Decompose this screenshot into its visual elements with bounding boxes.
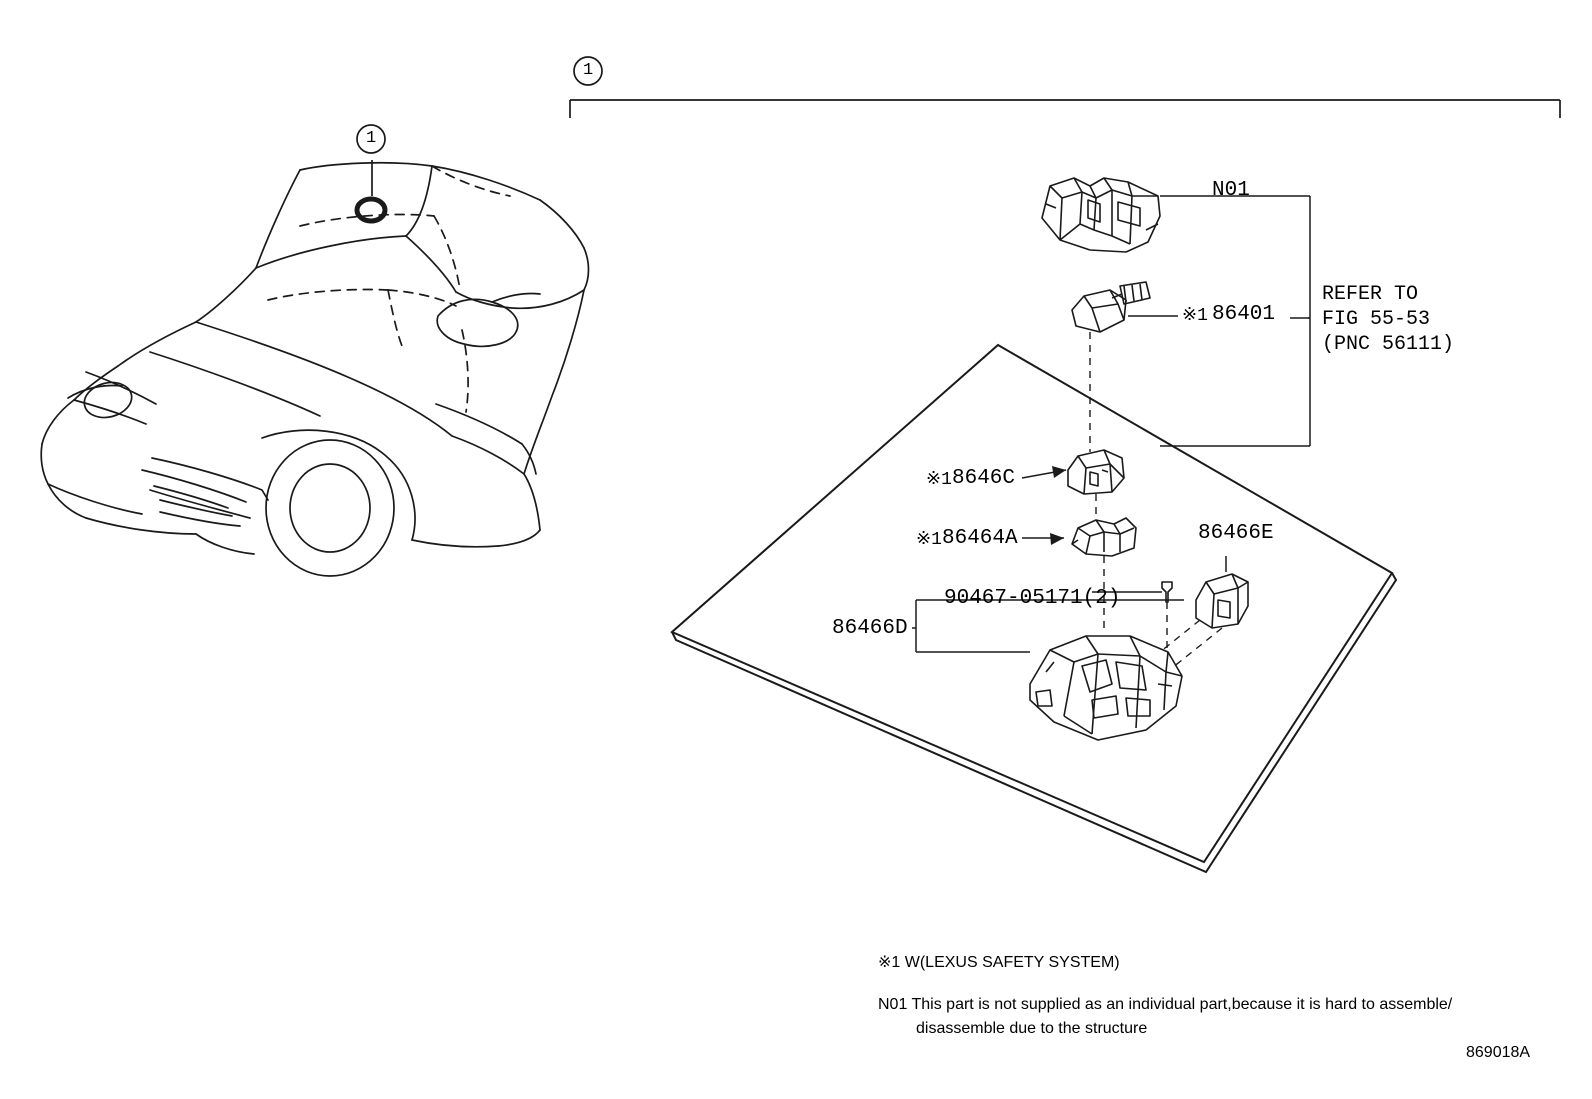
part-label-86401: 86401 — [1212, 303, 1276, 326]
refer-to-line2: FIG 55-53 — [1322, 308, 1431, 331]
part-label-90467-05171: 90467-05171(2) — [944, 587, 1121, 610]
note-n01-line1: N01 This part is not supplied as an individual part,because it is hard to assemble/ — [878, 996, 1453, 1013]
part-label-n01: N01 — [1212, 179, 1250, 202]
part-label-8646c: 8646C — [952, 467, 1016, 490]
figure-code: 869018A — [1466, 1044, 1531, 1061]
part-label-86401-prefix: ※1 — [1182, 306, 1208, 326]
top-callout-number: 1 — [583, 61, 594, 80]
part-label-86466d: 86466D — [832, 617, 908, 640]
part-label-86466e: 86466E — [1198, 522, 1274, 545]
note-n01-line2: disassemble due to the structure — [916, 1020, 1148, 1037]
note-star1: ※1 W(LEXUS SAFETY SYSTEM) — [878, 954, 1120, 971]
part-label-86464a-prefix: ※1 — [916, 530, 942, 550]
refer-to-line1: REFER TO — [1322, 283, 1419, 306]
vehicle-callout-number: 1 — [366, 129, 377, 148]
part-label-86464a: 86464A — [942, 527, 1018, 550]
part-label-8646c-prefix: ※1 — [926, 470, 952, 490]
refer-to-line3: (PNC 56111) — [1322, 333, 1455, 356]
